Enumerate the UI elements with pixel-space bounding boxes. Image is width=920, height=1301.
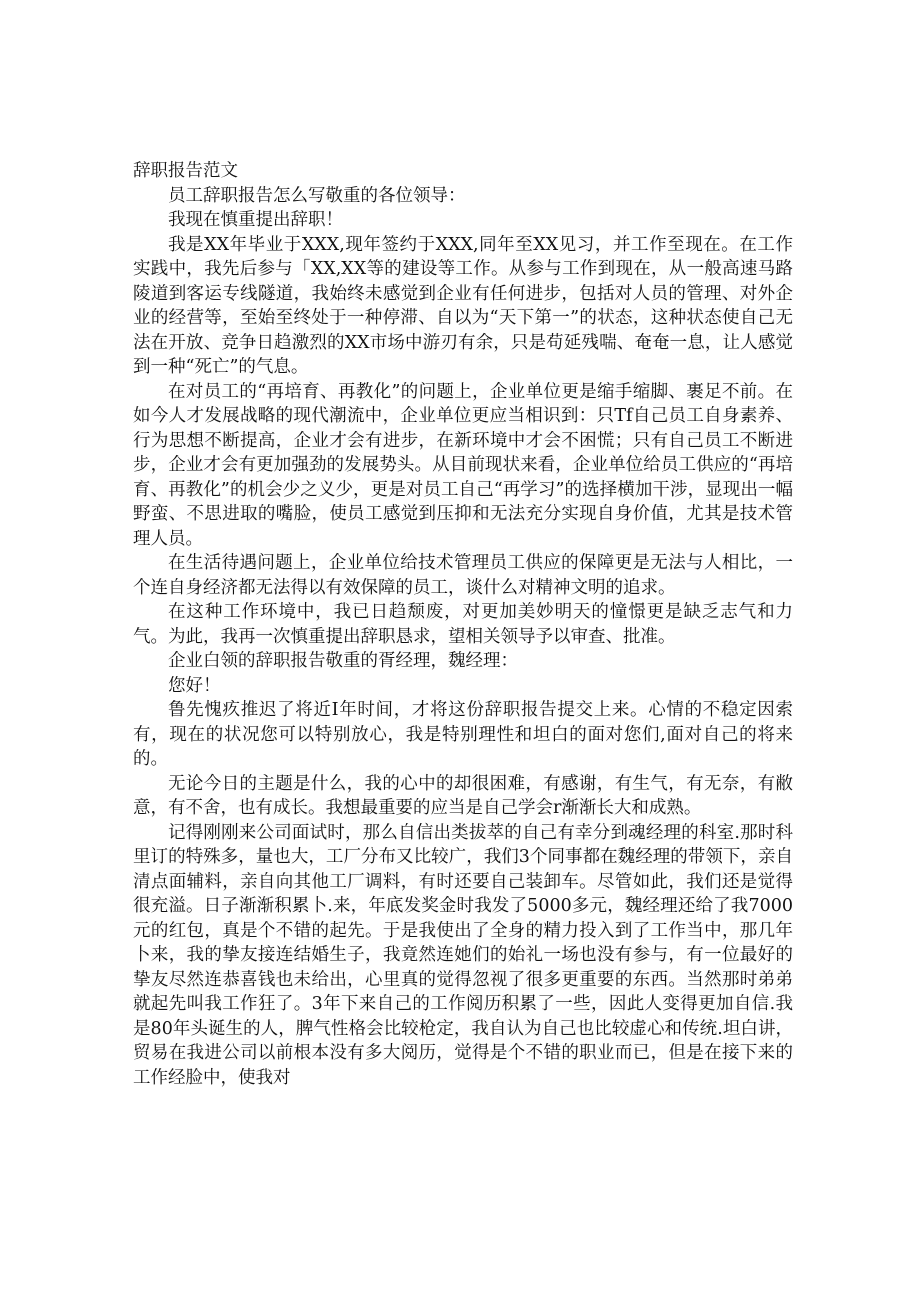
document-title: 辞职报告范文	[133, 161, 238, 181]
paragraph-resign-statement: 我现在慎重提出辞职！	[168, 210, 343, 230]
paragraph-feelings: 无论今日的主题是什么，我的心中的却很困难，有感谢，有生气，有无奈，有敝意，有不舍，也有成长。我想最重要的应当是自己学会r渐渐长大和成熟。	[133, 773, 793, 818]
paragraph-hello: 您好！	[168, 675, 221, 696]
paragraph-request: 在这种工作环境中，我已日趋颓废，对更加美妙明天的憧憬更是缺乏志气和力气。为此，我再一次慎重提出辞职恳求，望相关领导予以审查、批准。	[133, 602, 793, 647]
paragraph-memories: 记得刚刚来公司面试时，那么自信出类拔萃的自己有幸分到魂经理的科室.那时科里订的特殊多，量也大，工厂分布又比较广，我们3个同事都在魏经理的带领下，亲自清点面辅料，亲自向其他工厂调料，有时还要自己装卸车。尽管如此，我们还是觉得很充溢。日子渐渐积累卜.来，年底发奖金时我发了5000多元，魏经理还给了我7000元的红包，真是个不错的起先。于是我使出了全身的精力投入到了工作当中，那几年卜来，我的挚友接连结婚生子，我竟然连她们的始礼一场也没有参与，有一位最好的挚友尽然连恭喜钱也未给出，心里真的觉得忽视了很多更重要的东西。当然那时弟弟就起先叫我工作狂了。3年下来自己的工作阅历积累了一些，因此人变得更加自信.我是80年头诞生的人，脾气性格会比较枪定，我自认为自己也比较虚心和传统.坦白讲，贸易在我进公司以前根本没有多大阅历，觉得是个不错的职业而已，但是在接下来的工作经脸中，使我对	[133, 822, 793, 1088]
document-body	[133, 159, 793, 1090]
paragraph-apology: 鲁先愧疚推迟了将近I年时间，才将这份辞职报告提交上来。心情的不稳定因索有，现在的状况您可以特别放心，我是特别理性和坦白的面对您们,面对自己的将来的。	[133, 700, 793, 769]
paragraph-background: 我是XX年毕业于XXX,现年签约于XXX,同年至XX见习，并工作至现在。在工作实践中，我先后参与「XX,XX等的建设等工作。从参与工作到现在，从一般高速马路陵道到客运专线隧道，我始终未感觉到企业有任何进步，包括对人员的管理、对外企业的经营等，至始至终处于一种停滞、自以为“天下第一”的状态，这种状态使自己无法在开放、竞争日趋激烈的XX市场中游刃有余，只是苟延残喘、奄奄一息，让人感觉到一种“死亡”的气息。	[133, 234, 793, 377]
paragraph-second-letter-greeting: 企业白领的辞职报告敬重的胥经理，魏经理：	[168, 651, 518, 671]
paragraph-greeting: 员工辞职报告怎么写敬重的各位领导：	[168, 185, 466, 206]
paragraph-training: 在对员工的“再培育、再教化”的问题上，企业单位更是缩手缩脚、裹足不前。在如今人才发展战略的现代潮流中，企业单位更应当相识到：只Tf自己员工自身素养、行为思想不断提高，企业才会有进步，在新环境中才会不困慌；只有自己员工不断进步，企业才会有更加强劲的发展势头。从目前现状来看，企业单位给员工供应的“再培育、再教化”的机会少之义少，更是对员工自己“再学习”的选择横加干涉，显现出一幅野蛮、不思进取的嘴脸，使员工感觉到压抑和无法充分实现自身价值，尤其是技术管理人员。	[133, 381, 793, 549]
paragraph-welfare: 在生活待遇问题上，企业单位给技术管理员工供应的保障更是无法与人相比，一个连自身经济都无法得以有效保障的员工，谈什么对精神文明的追求。	[133, 553, 793, 598]
